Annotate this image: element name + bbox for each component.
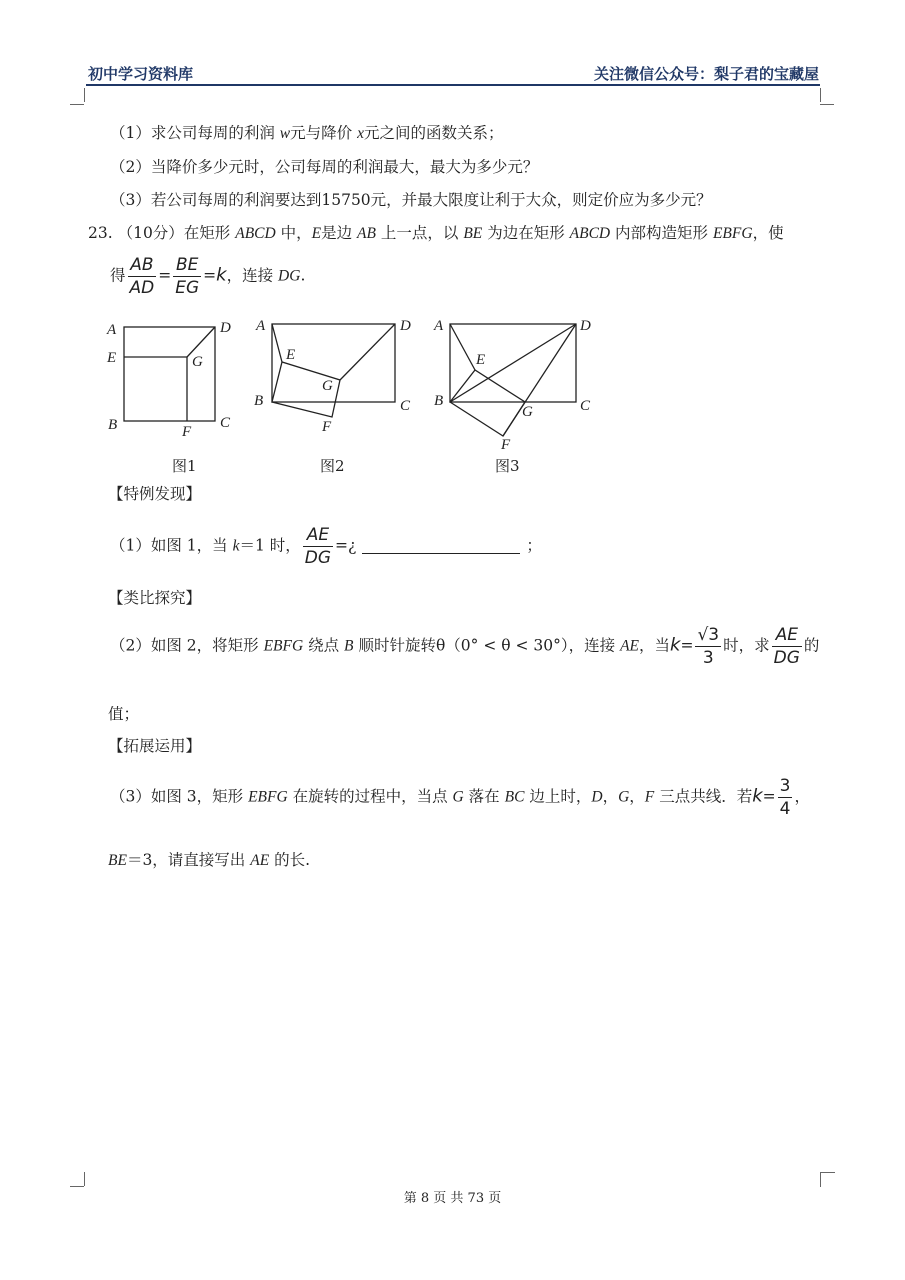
p3-var: EBFG bbox=[248, 788, 288, 806]
fig2-line-ae bbox=[272, 324, 282, 362]
p2-var: AE bbox=[620, 637, 639, 655]
crop-mark-bl2 bbox=[70, 1172, 84, 1187]
fig3-rect-ebfg bbox=[450, 370, 525, 436]
fig1-line-dg bbox=[187, 327, 215, 357]
fraction-3-4 bbox=[778, 775, 793, 820]
fig2-rect-abcd bbox=[272, 324, 395, 402]
p1-after: =¿ bbox=[335, 536, 357, 555]
q22-part3: （3）若公司每周的利润要达到15750元，并最大限度让利于大众，则定价应为多少元？ bbox=[110, 191, 712, 209]
figure-2 bbox=[272, 324, 395, 417]
fig2-label: F bbox=[322, 419, 332, 435]
p1-end: ； bbox=[526, 536, 542, 555]
fig3-label: E bbox=[476, 352, 486, 368]
p2-var: B bbox=[344, 637, 354, 655]
period: . bbox=[300, 266, 306, 285]
q23-intro-seg: ABCD bbox=[569, 225, 611, 242]
p3-text: 三点共线．若 bbox=[654, 787, 753, 806]
p3-var: G bbox=[618, 788, 630, 806]
p3-text: 在旋转的过程中，当点 bbox=[287, 787, 453, 806]
p2-text: ，当 bbox=[639, 636, 671, 655]
p3-text: ， bbox=[602, 787, 619, 806]
fraction-ae-dg bbox=[303, 524, 333, 569]
fig3-label: F bbox=[501, 437, 511, 453]
answer-blank[interactable] bbox=[362, 539, 520, 554]
fig2-label: B bbox=[254, 393, 264, 409]
fig2-label: E bbox=[286, 347, 296, 363]
header-right-title: 关注微信公众号：梨子君的宝藏屋 bbox=[593, 65, 819, 83]
fig3-label: C bbox=[580, 398, 591, 414]
q23-intro-seg: 中， bbox=[275, 224, 312, 242]
fig1-caption: 图1 bbox=[172, 457, 197, 475]
frac-den: EG bbox=[175, 278, 200, 298]
q23-intro-seg: 内部构造矩形 bbox=[610, 224, 713, 242]
fig3-line-bd bbox=[450, 324, 576, 402]
p2-text: 时，求 bbox=[723, 636, 770, 655]
frac-num: √3 bbox=[697, 625, 720, 645]
frac-num: AB bbox=[128, 254, 157, 277]
p3-text: 落在 bbox=[463, 787, 505, 806]
var-k: k bbox=[752, 785, 763, 807]
fig2-caption: 图2 bbox=[320, 457, 345, 475]
p3-text: 的长. bbox=[269, 851, 311, 869]
figure-1 bbox=[124, 327, 215, 421]
fig1-label: F bbox=[182, 424, 192, 440]
fig1-label: C bbox=[220, 415, 231, 431]
fig3-label: B bbox=[434, 393, 444, 409]
crop-mark-tr bbox=[806, 88, 821, 102]
var-dg: DG bbox=[278, 267, 301, 285]
q23-intro-seg: 上一点，以 bbox=[375, 224, 464, 242]
part3-question bbox=[110, 775, 810, 820]
fig2-label: A bbox=[256, 318, 266, 334]
fig3-caption: 图3 bbox=[495, 457, 520, 475]
var-k: k bbox=[216, 264, 227, 286]
p3-text: ＝3，请直接写出 bbox=[126, 851, 251, 869]
q23-intro-seg: 23. （10分）在矩形 bbox=[88, 224, 236, 242]
fig2-label: G bbox=[322, 378, 333, 394]
fig2-line-dg bbox=[340, 324, 395, 380]
fraction-ab-ad bbox=[128, 254, 157, 299]
frac-num: AE bbox=[772, 624, 802, 647]
part3-line2 bbox=[108, 848, 310, 870]
fig1-label: A bbox=[107, 322, 117, 338]
q23-line2-prefix: 得 bbox=[110, 266, 126, 285]
equals-sign: = bbox=[680, 636, 694, 655]
frac-num: 3 bbox=[779, 776, 791, 796]
part2-question bbox=[110, 624, 819, 669]
section-analogy-exploration: 【类比探究】 bbox=[108, 589, 202, 607]
p3-text: ， bbox=[794, 787, 810, 806]
section-special-case: 【特例发现】 bbox=[108, 485, 202, 503]
fig2-label: C bbox=[400, 398, 411, 414]
q22-p1-var-x: x bbox=[357, 125, 364, 142]
q23-intro-seg: 为边在矩形 bbox=[482, 224, 570, 242]
crop-mark-bl bbox=[84, 1172, 99, 1186]
q23-intro-seg: ，使 bbox=[752, 224, 784, 242]
fig3-line-dgf bbox=[503, 324, 576, 436]
frac-den: DG bbox=[773, 648, 800, 668]
p2-text: 的 bbox=[803, 636, 820, 655]
header-divider bbox=[86, 84, 820, 86]
equals-sign: = bbox=[762, 787, 776, 806]
fig2-label: D bbox=[400, 318, 411, 334]
fig3-label: G bbox=[522, 404, 533, 420]
fig3-label: A bbox=[434, 318, 444, 334]
p3-var: BC bbox=[504, 788, 525, 806]
figure-3 bbox=[450, 324, 576, 436]
fig1-label: G bbox=[192, 354, 203, 370]
crop-mark-tr2 bbox=[820, 104, 834, 119]
q22-p1-text-a: （1）求公司每周的利润 bbox=[110, 124, 280, 142]
frac-den: DG bbox=[304, 548, 332, 568]
figures-svg bbox=[100, 312, 620, 462]
part1-question bbox=[110, 524, 542, 569]
fraction-sqrt3-3 bbox=[695, 624, 721, 669]
page-number-footer: 第 8 页 共 73 页 bbox=[403, 1191, 502, 1206]
p2-text: （2）如图 2，将矩形 bbox=[110, 636, 264, 655]
fig1-label: D bbox=[220, 320, 231, 336]
q23-line2-suffix: ，连接 bbox=[226, 266, 279, 285]
crop-mark-tl bbox=[84, 88, 99, 102]
q22-part2: （2）当降价多少元时，公司每周的利润最大，最大为多少元？ bbox=[110, 158, 539, 176]
q23-intro-seg: E bbox=[311, 225, 322, 242]
p2-text: 顺时针旋转θ（0° < θ < 30°），连接 bbox=[353, 636, 621, 655]
p3-var: F bbox=[644, 788, 655, 806]
p3-var: D bbox=[591, 788, 603, 806]
fig1-label: E bbox=[107, 350, 117, 366]
p2-var: EBFG bbox=[263, 637, 304, 655]
fig1-rect-ebfg bbox=[124, 357, 187, 421]
var-k: k bbox=[232, 537, 240, 555]
section-extended-application: 【拓展运用】 bbox=[108, 737, 202, 755]
q23-intro-seg: 是边 bbox=[321, 224, 358, 242]
q23-intro-seg: EBFG bbox=[712, 225, 753, 242]
part2-line2: 值； bbox=[108, 705, 140, 723]
fig1-label: B bbox=[108, 417, 118, 433]
p2-text: 绕点 bbox=[303, 636, 345, 655]
crop-mark-tl2 bbox=[70, 104, 84, 119]
figure-1-labels bbox=[106, 320, 231, 440]
q22-p1-text-c: 元之间的函数关系； bbox=[363, 124, 504, 142]
q23-intro bbox=[88, 221, 784, 243]
p3-var: AE bbox=[250, 852, 270, 869]
p1-cond: ＝1 时， bbox=[239, 536, 301, 555]
fraction-be-eg bbox=[173, 254, 201, 299]
p3-var: BE bbox=[108, 852, 127, 869]
fig3-line-ae bbox=[450, 324, 475, 370]
p3-text: （3）如图 3，矩形 bbox=[110, 787, 249, 806]
fig3-label: D bbox=[580, 318, 591, 334]
q23-intro-seg: AB bbox=[357, 225, 376, 242]
frac-num: AE bbox=[303, 524, 333, 547]
frac-den: AD bbox=[129, 278, 155, 298]
p3-var: G bbox=[452, 788, 464, 806]
fraction-ae-dg bbox=[772, 624, 802, 669]
p1-prefix: （1）如图 1，当 bbox=[110, 536, 233, 555]
q22-p1-var-w: w bbox=[279, 125, 291, 142]
var-k: k bbox=[670, 634, 681, 656]
q23-intro-seg: ABCD bbox=[235, 225, 276, 242]
p3-text: ， bbox=[629, 787, 645, 806]
equals-sign: = bbox=[158, 266, 172, 285]
q23-condition-line bbox=[110, 254, 305, 299]
frac-den: 4 bbox=[779, 799, 791, 819]
crop-mark-br bbox=[820, 1172, 835, 1187]
frac-den: 3 bbox=[702, 648, 714, 668]
frac-num: BE bbox=[173, 254, 201, 277]
header-left-title: 初中学习资料库 bbox=[88, 65, 194, 83]
q23-intro-seg: BE bbox=[463, 225, 483, 242]
q22-part1 bbox=[110, 121, 503, 143]
q22-p1-text-b: 元与降价 bbox=[290, 124, 358, 142]
p3-text: 边上时， bbox=[524, 787, 592, 806]
equals-sign: = bbox=[203, 266, 217, 285]
